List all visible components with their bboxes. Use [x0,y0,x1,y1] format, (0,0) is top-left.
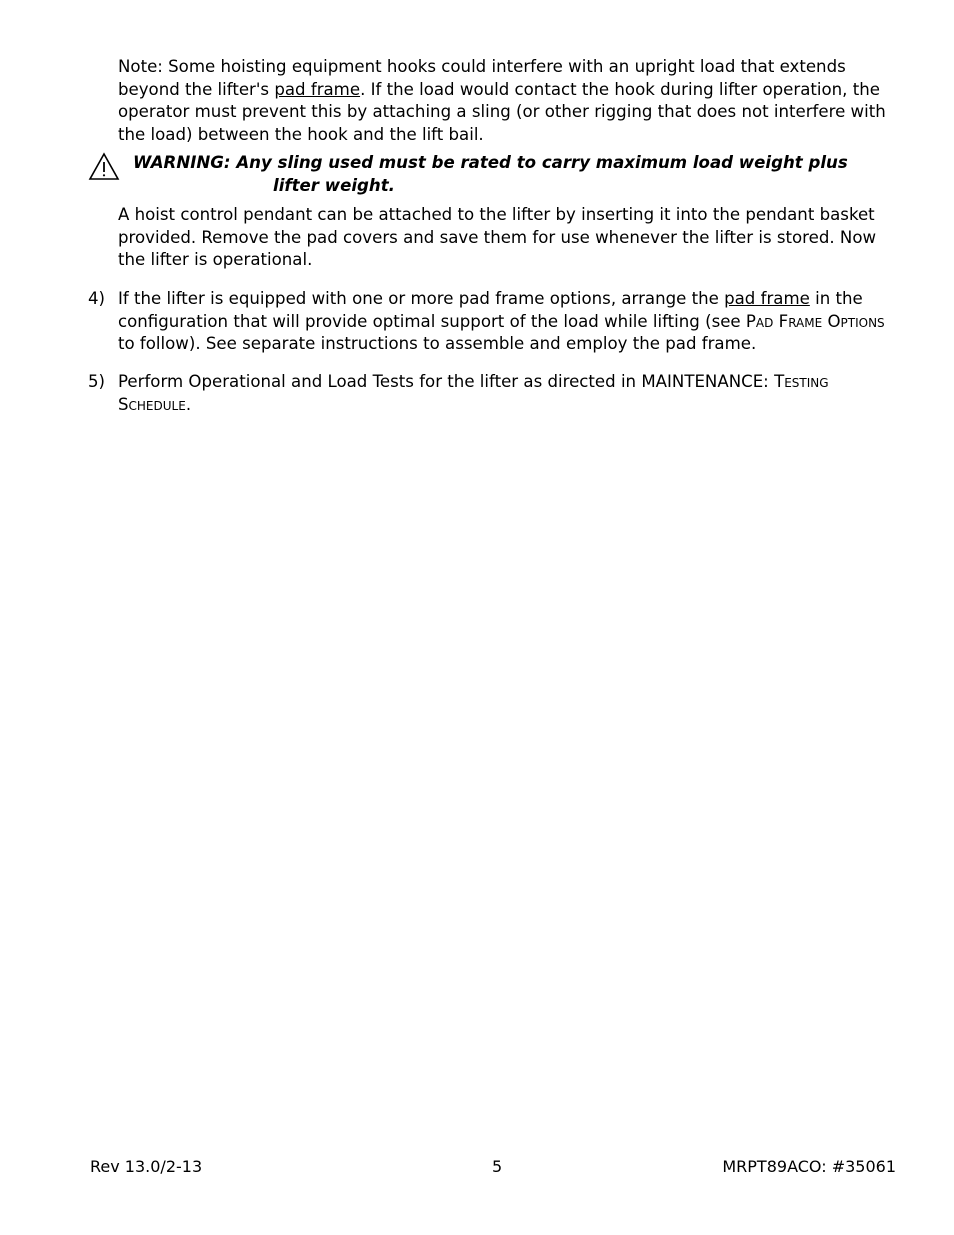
step-5-text-2: . [185,394,192,414]
list-number: 4) [88,289,106,308]
step-4-text-3: to follow). See separate instructions to assemble and employ the pad frame. [118,334,757,354]
step-5-text-1: Perform Operational and Load Tests for the lifter as directed in MAINTENANCE: [118,372,775,391]
pendant-paragraph: A hoist control pendant can be attached to the lifter by inserting it into the pendant basket provided. Remove the pad covers and save them for use whenever the lifter is stored. Now the lifter is operational. [118,205,877,270]
note-text-2: . If the load would contact the hook during lifter operation, the operator must prevent this by attaching a sling (or other rigging that does not interfere with the load) between the hook and the lift bail. [118,79,886,144]
footer-page-number: 5 [492,1157,503,1176]
warning-line-1: WARNING: Any sling used must be rated to carry maximum load weight plus [133,153,848,172]
step-4-text-1: If the lifter is equipped with one or more pad frame options, arrange the [118,289,725,308]
note-paragraph [118,56,908,146]
footer-revision: Rev 13.0/2-13 [90,1157,203,1176]
pad-frame-link: pad frame [274,79,361,99]
warning-triangle-icon [88,152,120,182]
footer-document-id: MRPT89ACO: #35061 [722,1157,896,1176]
list-number: 5) [88,372,106,391]
list-item-text [118,288,898,356]
warning-text [133,152,893,197]
warning-line-2: lifter weight. [273,175,395,195]
pad-frame-link: pad frame [724,289,810,308]
step-4-text-2: in the configuration that will provide optimal support of the load while lifting (see [118,289,863,331]
pad-frame-options-reference: Pad Frame Options [745,311,885,331]
testing-schedule-reference: Testing Schedule [118,372,829,414]
list-item-text [118,371,898,416]
note-text-1: Note: Some hoisting equipment hooks could interfere with an upright load that extends beyond the lifter's [118,57,846,99]
